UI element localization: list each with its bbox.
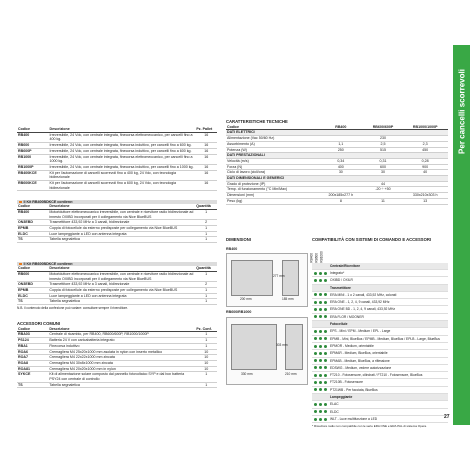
code-cell: RB600P (17, 148, 49, 154)
compat-check-icon (319, 352, 322, 355)
specs-value: 44 (364, 181, 403, 187)
compat-check-icon (324, 418, 327, 421)
compat-check-icon (314, 279, 317, 282)
compat-check-icon (314, 330, 317, 333)
quantity-cell: 16 (195, 143, 217, 149)
specs-value: 13 (402, 198, 448, 204)
dimensions-section (226, 238, 308, 385)
motor-front-shape (231, 324, 277, 370)
specs-value: 0,31 (364, 158, 403, 164)
compat-check-icon (319, 345, 322, 348)
compat-label: Integrato* (330, 271, 345, 275)
compat-check-icon (324, 345, 327, 348)
table-header-cell: Pz. Pallet (195, 127, 217, 132)
kit2-title: Il Kit RB600BDKCE contiene: (23, 262, 74, 266)
compat-check-icon (314, 381, 317, 384)
quantity-cell: 1 (195, 372, 217, 382)
specs-label: Assorbimento (A) (226, 141, 318, 147)
compat-row (312, 299, 448, 306)
compat-check-icon (324, 403, 327, 406)
specs-value: 200x185x277 h (318, 193, 364, 199)
compat-check-icon (314, 308, 317, 311)
description-cell: Trasmettitore 433,92 MHz a 3 canali, bidirezionale (48, 220, 195, 226)
code-cell: ELDC (17, 231, 48, 237)
dim-diagram-rb600 (226, 317, 308, 385)
code-cell: RB1000 (17, 154, 49, 164)
compat-check-icon (319, 301, 322, 304)
motor-side-shape (282, 260, 299, 296)
description-cell: Tabella segnaletica (48, 382, 195, 388)
specs-value: 40 (402, 170, 448, 176)
compat-row (312, 321, 448, 328)
specs-section-name: DATI ELETTRICI (226, 130, 448, 136)
description-cell: Coppia di fotocellule da esterno predisposte per collegamento via Nice BlueBUS (48, 226, 195, 232)
code-cell: RB600KCE (17, 181, 49, 191)
specs-label: Ciclo di lavoro (cicli/ora) (226, 170, 318, 176)
compat-check-icon (319, 374, 322, 377)
bullet-icon (19, 263, 22, 266)
quantity-cell: 10 (195, 360, 217, 366)
quantity-cell: 1 (195, 226, 217, 232)
specs-value: 0,34 (318, 158, 364, 164)
quantity-cell: 1 (195, 343, 217, 349)
quantity-cell: 1 (195, 338, 217, 344)
table-header-cell: Descrizione (48, 204, 195, 209)
compat-label: ERA ONE BD - 1, 2, 4, 9 canali, 433,92 MHz (330, 307, 396, 312)
compat-row (312, 306, 448, 313)
table-header-cell: Descrizione (48, 266, 195, 271)
dim-model2-label: RB600/RB1000 (226, 310, 252, 315)
code-cell: RB1000P (17, 164, 49, 170)
compat-check-icon (314, 337, 317, 340)
compat-check-icon (319, 330, 322, 333)
compat-check-icon (319, 315, 322, 318)
compat-check-icon (324, 293, 327, 296)
compat-check-icon (324, 388, 327, 391)
motor-front-shape (231, 260, 273, 296)
specs-header-cell: Codice (226, 125, 318, 130)
bullet-icon (19, 201, 22, 204)
specs-header-cell: RB400 (318, 125, 364, 130)
compat-check-icon (324, 315, 327, 318)
compat-check-icon (319, 410, 322, 413)
compat-label: PT21WB - Per facciata, BlueBus (330, 387, 378, 392)
compat-row (312, 270, 448, 277)
compat-label: EPMAB - Medium, BlueBus, a riflessione (330, 358, 390, 363)
specs-value: 230 (364, 136, 403, 142)
specs-title: CARATTERISTICHE TECNICHE (226, 119, 288, 124)
compat-check-icon (324, 330, 327, 333)
specs-value: 2,3 (402, 141, 448, 147)
code-cell: RBA03 (17, 332, 48, 338)
dim-depth-label: 185 mm (282, 297, 294, 302)
specs-value: 0,28 (402, 158, 448, 164)
description-cell: Cremagliera M4 22x22x1000 mm zincata (48, 355, 195, 361)
specs-section-name: DATI PRESTAZIONALI (226, 153, 448, 159)
compat-row (312, 328, 448, 335)
compat-check-icon (319, 293, 322, 296)
description-cell: Irreversibile, 24 Vdc, con centrale integrata, finecorsa elettromeccanico, per cancelli fino a 1000 kg. (49, 154, 196, 164)
table-header-cell: Pz. Conf. (195, 327, 217, 332)
description-cell: Motoriduttore elettromeccanico irreversibile, con centrale e ricevitore radio bidirezionale ad innesto OXIBD incorporati per il collegamento via Nice BlueBUS (49, 209, 194, 219)
compat-row (312, 387, 448, 394)
code-cell: RB600 (17, 271, 48, 281)
dim-model1-label: RB400 (226, 246, 238, 251)
compat-row (312, 263, 448, 270)
compat-check-icon (324, 359, 327, 362)
kit2-note: N.B. il contenuto della confezione può variare: consultare sempre il rivenditore. (17, 306, 129, 311)
table-header-cell: Descrizione (48, 327, 195, 332)
specs-header-cell: RB600/600P (364, 125, 403, 130)
compat-label: OXIBD / OXILR (330, 278, 353, 283)
compat-row (312, 379, 448, 386)
code-cell: ROA6 (17, 349, 48, 355)
quantity-cell: 16 (195, 181, 217, 191)
code-cell: TS (17, 382, 48, 388)
compat-check-icon (324, 366, 327, 369)
table-header-cell: Codice (17, 327, 48, 332)
kit1-title: Il Kit RB400BDKCE contiene: (23, 200, 74, 204)
description-cell: Centrale di ricambio, per RB400, RB600/600P, RB1000/1000P (48, 332, 195, 338)
compat-label: EPS - Mini / EPM - Medium / EPL - Large (330, 329, 391, 334)
dim-width-label: 200 mm (240, 297, 252, 302)
specs-section-name: DATI DIMENSIONALI E GENERICI (226, 176, 448, 182)
specs-value: 1,1 (318, 141, 364, 147)
compat-label: ERA FLOR / MOONER (330, 314, 364, 319)
specs-value: 400 (318, 164, 364, 170)
table-row (17, 132, 217, 142)
description-cell: Tabella segnaletica (48, 237, 195, 243)
compat-check-icon (314, 315, 317, 318)
compat-section (309, 237, 448, 429)
code-cell: ROA7 (17, 355, 48, 361)
quantity-cell: 16 (195, 148, 217, 154)
compat-check-icon (324, 374, 327, 377)
compat-check-icon (319, 366, 322, 369)
compat-check-icon (319, 279, 322, 282)
compat-row (312, 372, 448, 379)
quantity-cell: 1 (195, 231, 217, 237)
specs-value: -20 ÷ +50 (364, 187, 403, 193)
quantity-cell: 1 (195, 288, 217, 294)
table-header-cell: Quantità (195, 204, 217, 209)
compat-label: ELDC (330, 409, 339, 414)
compat-label: EDSWG - Medium, vedere autorizzazione (330, 365, 392, 370)
table-row (17, 271, 217, 281)
compat-row (312, 365, 448, 372)
sidebar-tab (453, 45, 470, 425)
specs-value: 900 (402, 164, 448, 170)
compat-check-icon (314, 301, 317, 304)
table-header-cell: Codice (17, 266, 48, 271)
compat-rows (312, 263, 448, 424)
specs-label: Peso (kg) (226, 198, 318, 204)
compat-check-icon (324, 337, 327, 340)
specs-value: 11 (364, 198, 403, 204)
specs-value: 515 (364, 147, 403, 153)
quantity-cell: 10 (195, 355, 217, 361)
specs-value: 30 (364, 170, 403, 176)
table-header-cell: Codice (17, 127, 49, 132)
kit2-section (17, 262, 217, 311)
compat-check-icon (314, 403, 317, 406)
quantity-cell: 1 (195, 209, 217, 219)
quantity-cell: 1 (195, 332, 217, 338)
compat-label: Centrale/Ricevitore (330, 263, 361, 268)
code-cell: ELDC (17, 293, 48, 299)
page-number: 27 (444, 414, 450, 420)
specs-value: 330x210x303 h (402, 193, 448, 199)
compat-check-icon (319, 381, 322, 384)
compat-check-icon (324, 272, 327, 275)
specs-label: Dimensioni (mm) (226, 193, 318, 199)
specs-row (226, 198, 448, 204)
description-cell: Kit per l'automazione di cancelli scorrevoli fino a 400 kg, 24 Vdc, con tecnologia bidirezionale (49, 170, 196, 180)
compat-column-label: RB600 (314, 252, 319, 263)
quantity-cell: 1 (195, 299, 217, 305)
description-cell: Irreversibile, 24 Vdc, con centrale integrata, finecorsa induttivo, per cancelli fino a 600 kg. (49, 148, 196, 154)
compat-check-icon (314, 366, 317, 369)
compat-label: FT210 - Fotosensore, cilindrati / FT210 - Fotosensore, BlueBus (330, 373, 423, 378)
table-row (17, 154, 217, 164)
table-header-cell: Quantità (195, 266, 217, 271)
compat-row (312, 277, 448, 284)
code-cell: TS (17, 299, 48, 305)
table-row (17, 299, 217, 305)
code-cell: PS124 (17, 338, 48, 344)
description-cell: Cremagliera M4 25x20x1000 mm asolata in nylon con inserto metallico (48, 349, 195, 355)
quantity-cell: 16 (195, 132, 217, 142)
compat-col-headers (309, 245, 448, 263)
description-cell: Irreversibile, 24 Vdc, con centrale integrata, finecorsa elettromeccanico, per cancelli fino a 400 kg. (49, 132, 196, 142)
code-cell: RB600 (17, 143, 49, 149)
compat-check-icon (314, 293, 317, 296)
code-cell: ON3EBD (17, 220, 48, 226)
compat-label: ERA MINI - 1 o 2 canali, 433,92 MHz, colorati (330, 292, 397, 297)
description-cell: Irreversibile, 24 Vdc, con centrale integrata, finecorsa induttivo, per cancelli fino a 1000 kg. (49, 164, 194, 169)
compat-check-icon (319, 418, 322, 421)
specs-value: 8 (318, 198, 364, 204)
dim-diagram-rb400 (226, 253, 308, 307)
table-header-cell: Descrizione (49, 127, 196, 132)
compat-check-icon (324, 381, 327, 384)
code-cell: TS (17, 237, 48, 243)
compat-label: EPMOR - Medium, orientabile (330, 343, 374, 348)
code-cell: RB400KCE (17, 170, 49, 180)
description-cell: Kit di alimentazione solare composto dal pannello fotovoltaico SYP e dal box batteria PSY24 con centrale di controllo (48, 372, 195, 382)
compat-check-icon (319, 272, 322, 275)
quantity-cell: 2 (195, 220, 217, 226)
compat-row (312, 314, 448, 321)
quantity-cell: 10 (195, 366, 217, 372)
code-cell: ROA81 (17, 366, 48, 372)
quantity-cell: 16 (195, 170, 217, 180)
code-cell: RBA1 (17, 343, 48, 349)
compat-row (312, 336, 448, 343)
table-row (17, 382, 217, 388)
compat-check-icon (319, 359, 322, 362)
specs-value: 30 (318, 170, 364, 176)
specs-label: Alimentazione (Vac 50/60 Hz) (226, 136, 318, 142)
compat-check-icon (319, 403, 322, 406)
compat-footnote: * Ricevitore radio non compatibile con le serie ERA ONE e ERA PAL di sistema Opera. (312, 424, 427, 429)
compat-check-icon (314, 418, 317, 421)
compat-row (312, 416, 448, 423)
description-cell: Tabella segnaletica (48, 299, 195, 305)
table-row (17, 237, 217, 243)
description-cell: Kit per l'automazione di cancelli scorrevoli fino a 600 kg, 24 Vdc, con tecnologia bidirezionale (49, 181, 196, 191)
dim-depth-label: 210 mm (285, 372, 297, 377)
quantity-cell: 1 (195, 293, 217, 299)
codes-table (17, 127, 217, 191)
quantity-cell: 1 (195, 382, 217, 388)
compat-check-icon (314, 345, 317, 348)
code-cell: RB400 (17, 132, 49, 142)
description-cell: Cremagliera M4 30x8x1000 mm zincata (48, 360, 195, 366)
description-cell: Luce lampeggiante a LED con antenna integrata (48, 231, 195, 237)
compat-label: Lampeggiante (330, 395, 353, 400)
code-cell: ROA8 (17, 360, 48, 366)
compat-check-icon (314, 272, 317, 275)
specs-header-cell: RB1000/1000P (402, 125, 448, 130)
compat-label: ELAC (330, 402, 339, 407)
specs-value: 250 (318, 147, 364, 153)
compat-row (312, 343, 448, 350)
description-cell: Irreversibile, 24 Vdc, con centrale integrata, finecorsa induttivo, per cancelli fino a 600 kg. (49, 143, 196, 149)
compat-row (312, 292, 448, 299)
code-cell: EPMB (17, 226, 48, 232)
description-cell: Trasmettitore 433,92 MHz a 3 canali, bidirezionale (48, 282, 195, 288)
specs-value: 2,5 (364, 141, 403, 147)
compat-check-icon (324, 301, 327, 304)
specs-label: Temp. di funzionamento (°C Min/Max) (226, 187, 318, 193)
compat-label: Fotocellule (330, 322, 348, 327)
description-cell: Batteria 24 V con caricabatteria integrato (48, 338, 195, 344)
compat-check-icon (324, 308, 327, 311)
compat-label: EPMB - Mini, BlueBus / EPMB - Medium, BlueBus / EPLB - Large, BlueBus (330, 336, 440, 341)
compat-check-icon (319, 337, 322, 340)
accessories-section (17, 322, 217, 388)
quantity-cell: 16 (195, 164, 217, 170)
compat-row (312, 401, 448, 408)
compat-check-icon (314, 352, 317, 355)
specs-value: 450 (402, 147, 448, 153)
dim-height-label: 277 mm (273, 274, 285, 279)
compat-check-icon (314, 374, 317, 377)
accessories-title: ACCESSORI COMUNI (17, 321, 61, 326)
motor-side-shape (285, 324, 303, 370)
compat-column-label: RB1000 (319, 251, 324, 263)
description-cell: Motoriduttore elettromeccanico irreversibile, con centrale e ricevitore radio bidirezionale ad innesto OXIBD incorporati per il collegamento via Nice BlueBUS (49, 271, 194, 281)
dim-height-label: 303 mm (276, 343, 288, 348)
kit1-section (17, 200, 217, 243)
quantity-cell: 1 (195, 271, 217, 281)
quantity-cell: 16 (195, 154, 217, 164)
dimensions-title: DIMENSIONI (226, 237, 251, 242)
compat-check-icon (324, 352, 327, 355)
specs-label: Potenza (W) (226, 147, 318, 153)
table-row (17, 209, 217, 219)
compat-label: EPMAR - Medium, BlueBus, orientabile (330, 351, 388, 356)
compat-label: ERA ONE - 1, 2, 4, 9 canali, 433,92 MHz (330, 300, 390, 305)
table-row (17, 170, 217, 180)
code-cell: EPMB (17, 288, 48, 294)
specs-section (226, 120, 448, 205)
compat-row (312, 409, 448, 416)
compat-label: FT210B - Fotosensore (330, 380, 363, 385)
compat-check-icon (314, 359, 317, 362)
code-cell: SYKCE (17, 372, 48, 382)
code-cell: ON3EBD (17, 282, 48, 288)
compat-check-icon (319, 388, 322, 391)
compat-column-label: RB400 (309, 252, 314, 263)
compat-title: COMPATIBILITÀ CON SISTEMI DI COMANDO E ACCESSORI (312, 237, 432, 242)
table-row (17, 181, 217, 191)
compat-row (312, 394, 448, 401)
quantity-cell: 2 (195, 282, 217, 288)
compat-label: WLT - Luce multifunzione a LED (330, 416, 378, 421)
specs-value: 600 (364, 164, 403, 170)
specs-label: Forza (N) (226, 164, 318, 170)
description-cell: Finecorsa induttivo (48, 343, 195, 349)
compat-check-icon (324, 279, 327, 282)
compat-check-icon (319, 308, 322, 311)
specs-label: Velocità (m/s) (226, 158, 318, 164)
table-row (17, 372, 217, 382)
description-cell: Luce lampeggiante a LED con antenna integrata (48, 293, 195, 299)
compat-row (312, 285, 448, 292)
compat-row (312, 358, 448, 365)
compat-row (312, 350, 448, 357)
description-cell: Cremagliera M4 20x20x1000 mm in nylon (48, 366, 195, 372)
specs-label: Grado di protezione (IP) (226, 181, 318, 187)
code-cell: RB400 (17, 209, 48, 219)
compat-label: Trasmettitore (330, 285, 351, 290)
compat-check-icon (314, 388, 317, 391)
compat-check-icon (324, 410, 327, 413)
description-cell: Coppia di fotocellule da esterno predisposte per collegamento via Nice BlueBUS (48, 288, 195, 294)
sidebar-title: Per cancelli scorrevoli (457, 69, 466, 154)
quantity-cell: 10 (195, 349, 217, 355)
quantity-cell: 1 (195, 237, 217, 243)
table-header-cell: Codice (17, 204, 48, 209)
compat-check-icon (314, 410, 317, 413)
dim-width-label: 330 mm (241, 372, 253, 377)
